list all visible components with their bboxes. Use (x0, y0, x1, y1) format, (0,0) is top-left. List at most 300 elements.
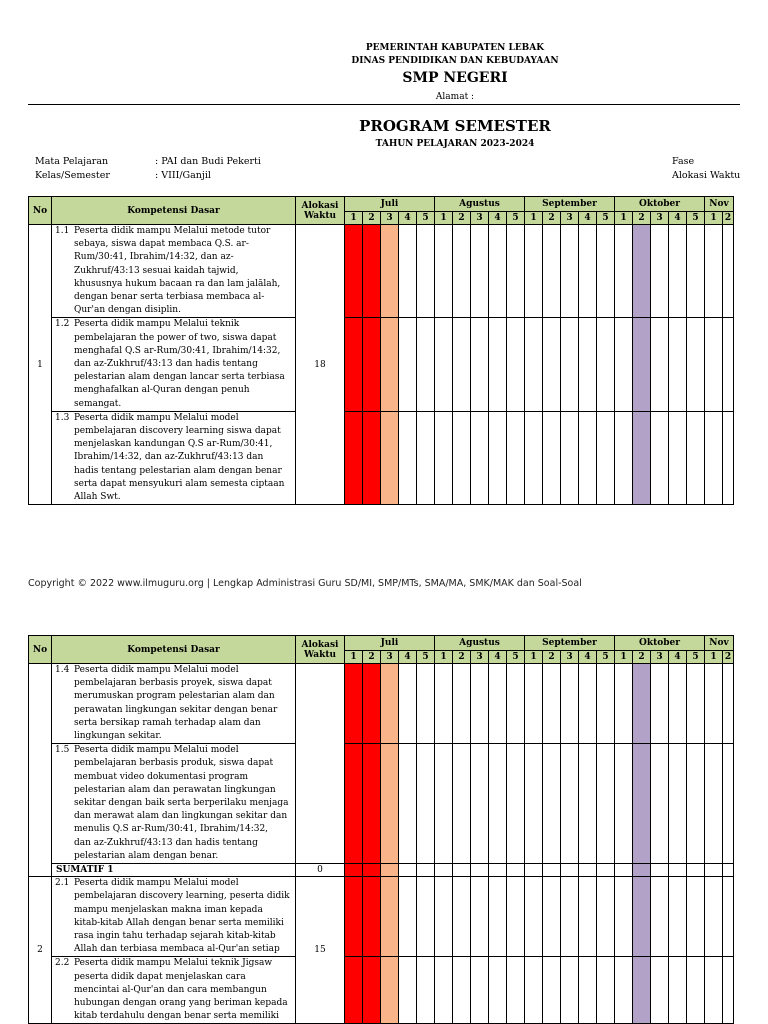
table-row (29, 411, 734, 504)
week-header: 5 (687, 212, 705, 225)
week-cell (453, 744, 471, 864)
week-cell (723, 744, 734, 864)
week-cell (399, 744, 417, 864)
col-kd-header: Kompetensi Dasar (52, 636, 296, 664)
kd-text-line: Peserta didik mampu Melalui model (74, 745, 239, 756)
class-semester-value: : VIII/Ganjil (155, 170, 211, 181)
week-cell (435, 225, 453, 318)
kd-text-line: menghafalkan al-Quran dengan penuh (74, 385, 250, 396)
week-cell (381, 957, 399, 1024)
week-cell (723, 411, 734, 504)
week-cell (615, 318, 633, 411)
week-cell (471, 225, 489, 318)
week-header: 3 (471, 651, 489, 664)
kd-number: 1.5 (55, 745, 70, 756)
week-cell (435, 744, 453, 864)
week-cell (579, 225, 597, 318)
week-header: 4 (579, 651, 597, 664)
kompetensi-dasar-cell (52, 664, 296, 744)
week-cell (597, 957, 615, 1024)
week-cell (345, 957, 363, 1024)
week-cell (507, 411, 525, 504)
kd-text-line: peserta didik dapat menjelaskan cara (74, 971, 246, 982)
week-cell (399, 411, 417, 504)
week-cell (453, 318, 471, 411)
week-cell (651, 744, 669, 864)
week-cell (561, 225, 579, 318)
kd-text (74, 877, 290, 956)
week-cell (669, 864, 687, 877)
week-header: 1 (525, 651, 543, 664)
kompetensi-dasar-cell (52, 318, 296, 411)
week-cell (489, 664, 507, 744)
week-cell (345, 411, 363, 504)
week-cell (453, 411, 471, 504)
week-header: 2 (363, 651, 381, 664)
week-cell (453, 225, 471, 318)
col-kd-header: Kompetensi Dasar (52, 197, 296, 225)
week-cell (507, 318, 525, 411)
week-cell (489, 744, 507, 864)
kd-text-line: menjelaskan kandungan Q.S ar-Rum/30:41, (74, 439, 273, 450)
week-cell (561, 664, 579, 744)
week-cell (687, 744, 705, 864)
week-cell (543, 877, 561, 957)
kompetensi-dasar-cell (52, 411, 296, 504)
week-cell (705, 957, 723, 1024)
kd-text-line: hadis tentang pelestarian alam dengan benar (74, 465, 282, 476)
week-cell (705, 744, 723, 864)
week-cell (471, 864, 489, 877)
week-cell (615, 864, 633, 877)
week-header: 4 (489, 651, 507, 664)
kd-number: 2.2 (55, 958, 70, 969)
col-alokasi-header: Alokasi Waktu (296, 636, 345, 664)
week-cell (417, 225, 435, 318)
kd-text-line: kitab terdahulu dengan benar serta memiliki (74, 1011, 279, 1022)
week-cell (435, 957, 453, 1024)
week-header: 2 (723, 651, 734, 664)
table-row (29, 744, 734, 864)
time-allocation-label: Alokasi Waktu (672, 170, 741, 181)
week-cell (705, 318, 723, 411)
week-cell (489, 318, 507, 411)
week-cell (453, 664, 471, 744)
kd-item (52, 744, 295, 863)
week-header: 5 (597, 212, 615, 225)
week-header: 2 (633, 651, 651, 664)
week-cell (399, 225, 417, 318)
kd-number: 1.3 (55, 412, 70, 423)
week-cell (489, 864, 507, 877)
week-cell (687, 225, 705, 318)
week-cell (435, 864, 453, 877)
kd-text-line: mampu menjelaskan makna iman kepada (74, 904, 263, 915)
week-cell (489, 225, 507, 318)
sumatif-label: SUMATIF 1 (52, 864, 296, 877)
table-row (29, 664, 734, 744)
week-cell (363, 877, 381, 957)
kd-text-line: dengan benar serta terbiasa membaca al- (74, 292, 265, 303)
week-header: 3 (651, 651, 669, 664)
kd-text-line: Peserta didik mampu Melalui model (74, 878, 239, 889)
kd-text-line: merumuskan program pelestarian alam dan (74, 691, 275, 702)
week-cell (543, 864, 561, 877)
kd-item (52, 957, 295, 1023)
month-header: Juli (345, 636, 435, 651)
week-cell (417, 744, 435, 864)
week-cell (507, 744, 525, 864)
week-cell (633, 318, 651, 411)
kd-text-line: serta dapat mensyukuri alam semesta ciptaan (74, 478, 285, 489)
department-name: DINAS PENDIDIKAN DAN KEBUDAYAAN (351, 56, 559, 66)
kompetensi-dasar-cell (52, 957, 296, 1024)
academic-year: TAHUN PELAJARAN 2023-2024 (375, 139, 535, 149)
week-header: 3 (381, 651, 399, 664)
kd-text (74, 225, 280, 317)
week-cell (525, 744, 543, 864)
week-cell (381, 225, 399, 318)
semester-program-table-1 (28, 196, 734, 505)
week-cell (723, 957, 734, 1024)
week-cell (633, 225, 651, 318)
week-cell (435, 877, 453, 957)
kd-text-line: menghafal Q.S ar-Rum/30:41, Ibrahim/14:32, (74, 345, 281, 356)
kompetensi-dasar-cell (52, 877, 296, 957)
week-header: 4 (399, 651, 417, 664)
week-cell (435, 411, 453, 504)
kd-text-line: Zukhruf/43:13 sesuai kaidah tajwid, (74, 265, 239, 276)
week-cell (687, 957, 705, 1024)
week-cell (579, 877, 597, 957)
week-cell (417, 318, 435, 411)
subject-value: : PAI dan Budi Pekerti (155, 156, 261, 167)
week-cell (525, 957, 543, 1024)
kd-text (74, 412, 284, 504)
week-header: 2 (723, 212, 734, 225)
week-header: 3 (651, 212, 669, 225)
week-cell (705, 225, 723, 318)
week-cell (525, 318, 543, 411)
week-cell (651, 877, 669, 957)
week-header: 3 (561, 212, 579, 225)
kd-text-line: hubungan dengan orang yang beriman kepada (74, 998, 288, 1009)
table-row (29, 318, 734, 411)
week-cell (669, 744, 687, 864)
week-cell (363, 744, 381, 864)
kd-text-line: Allah dan terbiasa membaca al-Qur'an setiap (74, 944, 280, 955)
week-cell (615, 664, 633, 744)
kd-text (74, 957, 288, 1023)
week-cell (471, 957, 489, 1024)
kd-item (52, 877, 295, 956)
kd-text-line: Peserta didik mampu Melalui teknik (74, 319, 240, 330)
kd-text-line: perawatan lingkungan sekitar dengan benar (74, 704, 278, 715)
week-cell (453, 877, 471, 957)
week-cell (651, 225, 669, 318)
week-cell (417, 864, 435, 877)
kd-item (52, 225, 295, 317)
week-cell (345, 318, 363, 411)
week-cell (579, 318, 597, 411)
kd-number: 1.4 (55, 665, 70, 675)
week-header: 5 (687, 651, 705, 664)
week-cell (453, 864, 471, 877)
week-header: 3 (561, 651, 579, 664)
week-header: 4 (579, 212, 597, 225)
week-cell (633, 957, 651, 1024)
kd-text-line: mencintai al-Qur'an dan cara membangun (74, 984, 267, 995)
week-cell (345, 864, 363, 877)
week-cell (543, 664, 561, 744)
week-cell (687, 877, 705, 957)
row-alokasi: 18 (296, 225, 345, 505)
week-cell (633, 411, 651, 504)
week-cell (507, 664, 525, 744)
week-cell (345, 877, 363, 957)
week-cell (615, 957, 633, 1024)
week-cell (471, 411, 489, 504)
week-header: 3 (471, 212, 489, 225)
week-cell (561, 864, 579, 877)
week-cell (435, 318, 453, 411)
week-cell (561, 877, 579, 957)
week-cell (687, 318, 705, 411)
week-cell (543, 225, 561, 318)
week-cell (723, 318, 734, 411)
month-header: Agustus (435, 636, 525, 651)
kd-text-line: rasa ingin tahu terhadap sejarah kitab-kitab (74, 931, 276, 942)
week-cell (399, 957, 417, 1024)
week-cell (507, 864, 525, 877)
page-title: PROGRAM SEMESTER (359, 117, 551, 135)
week-cell (651, 864, 669, 877)
kd-text (74, 664, 277, 743)
kd-text-line: Peserta didik mampu Melalui teknik Jigsaw (74, 958, 273, 969)
week-cell (543, 411, 561, 504)
week-cell (669, 664, 687, 744)
class-semester-label: Kelas/Semester (35, 170, 110, 181)
week-header: 3 (381, 212, 399, 225)
week-cell (435, 664, 453, 744)
kd-text-line: membuat video dokumentasi program (74, 771, 248, 782)
week-cell (723, 864, 734, 877)
kd-text-line: Peserta didik mampu Melalui model (74, 665, 239, 675)
kd-text-line: dan az-Zukhruf/43:13 dan hadis tentang (74, 359, 258, 370)
week-cell (345, 664, 363, 744)
week-cell (723, 664, 734, 744)
week-header: 5 (417, 651, 435, 664)
row-number: 1 (29, 225, 52, 505)
week-cell (651, 664, 669, 744)
kd-text-line: Allah Swt. (74, 492, 121, 503)
kd-text-line: menulis Q.S ar-Rum/30:41, Ibrahim/14:32, (74, 824, 269, 835)
kd-text-line: pembelajaran berbasis proyek, siswa dapat (74, 678, 272, 689)
week-cell (669, 957, 687, 1024)
kd-text-line: Ibrahim/14:32, dan az-Zukhruf/43:13 dan (74, 452, 264, 463)
week-cell (489, 877, 507, 957)
week-cell (417, 411, 435, 504)
week-cell (507, 225, 525, 318)
week-cell (597, 744, 615, 864)
week-cell (597, 225, 615, 318)
kd-text-line: pembelajaran discovery learning, peserta didik (74, 891, 290, 902)
phase-label: Fase (672, 156, 695, 167)
week-cell (615, 225, 633, 318)
week-header: 1 (615, 212, 633, 225)
week-cell (561, 744, 579, 864)
week-header: 1 (705, 651, 723, 664)
week-cell (363, 411, 381, 504)
kd-text-line: pembelajaran the power of two, siswa dapat (74, 332, 277, 343)
week-cell (561, 318, 579, 411)
kd-text-line: pelestarian alam dengan lancar serta terbiasa (74, 372, 285, 383)
week-cell (723, 877, 734, 957)
kd-text-line: pelestarian alam dan perawatan lingkungan (74, 784, 276, 795)
week-cell (399, 664, 417, 744)
week-cell (381, 664, 399, 744)
kd-text-line: pelestarian alam dengan benar. (74, 850, 219, 861)
month-header: Juli (345, 197, 435, 212)
semester-program-table-2 (28, 635, 734, 1024)
school-name: SMP NEGERI (402, 70, 508, 86)
kd-text-line: serta bersikap ramah terhadap alam dan (74, 717, 261, 728)
month-header: September (525, 197, 615, 212)
week-header: 2 (543, 651, 561, 664)
week-cell (723, 225, 734, 318)
week-cell (381, 864, 399, 877)
government-name: PEMERINTAH KABUPATEN LEBAK (365, 43, 545, 53)
table-row (29, 957, 734, 1024)
kd-text-line: Peserta didik mampu Melalui model (74, 412, 239, 423)
kd-item (52, 318, 295, 410)
week-cell (651, 957, 669, 1024)
week-cell (687, 411, 705, 504)
header-divider (28, 104, 740, 105)
week-cell (471, 877, 489, 957)
kd-text-line: semangat. (74, 398, 122, 409)
week-cell (381, 411, 399, 504)
month-header: September (525, 636, 615, 651)
week-cell (705, 864, 723, 877)
kd-text-line: khususnya hukum bacaan ra dan lam jalālah, (74, 278, 281, 289)
week-header: 4 (669, 651, 687, 664)
week-cell (597, 318, 615, 411)
week-cell (651, 318, 669, 411)
week-cell (543, 744, 561, 864)
week-cell (399, 864, 417, 877)
week-cell (597, 877, 615, 957)
week-cell (543, 957, 561, 1024)
week-cell (669, 318, 687, 411)
week-cell (561, 957, 579, 1024)
week-cell (687, 664, 705, 744)
row-alokasi: 15 (296, 877, 345, 1024)
week-cell (597, 664, 615, 744)
week-cell (525, 664, 543, 744)
month-header: Agustus (435, 197, 525, 212)
week-cell (579, 864, 597, 877)
week-cell (417, 877, 435, 957)
table-row (29, 225, 734, 318)
week-header: 2 (543, 212, 561, 225)
week-header: 1 (615, 651, 633, 664)
week-cell (345, 744, 363, 864)
week-cell (579, 744, 597, 864)
week-cell (489, 411, 507, 504)
week-cell (579, 957, 597, 1024)
week-cell (597, 411, 615, 504)
week-cell (633, 744, 651, 864)
sumatif-row (29, 864, 734, 877)
col-alokasi-header: Alokasi Waktu (296, 197, 345, 225)
week-cell (471, 744, 489, 864)
kd-item (52, 412, 295, 504)
row-number (29, 664, 52, 877)
kd-text-line: Qur'an dengan disiplin. (74, 305, 181, 316)
week-cell (669, 411, 687, 504)
week-cell (579, 411, 597, 504)
copyright-footer: Copyright © 2022 www.ilmuguru.org | Lengkap Administrasi Guru SD/MI, SMP/MTs, SMA/MA, SMK/MAK dan Soal-Soal (28, 578, 582, 589)
week-header: 1 (345, 651, 363, 664)
week-cell (705, 664, 723, 744)
week-cell (399, 318, 417, 411)
kd-text (74, 318, 285, 410)
week-cell (525, 411, 543, 504)
week-header: 1 (435, 651, 453, 664)
kd-text-line: pembelajaran discovery learning siswa dapat (74, 426, 281, 437)
week-cell (615, 877, 633, 957)
week-cell (363, 318, 381, 411)
kd-text (74, 744, 288, 863)
kd-text-line: dan az-Zukhruf/43:13 dan hadis tentang (74, 837, 258, 848)
week-header: 2 (633, 212, 651, 225)
week-cell (345, 225, 363, 318)
week-cell (363, 664, 381, 744)
subject-label: Mata Pelajaran (35, 156, 109, 167)
week-cell (705, 411, 723, 504)
week-cell (561, 411, 579, 504)
week-cell (525, 864, 543, 877)
week-cell (417, 664, 435, 744)
col-no-header: No (29, 197, 52, 225)
kompetensi-dasar-cell (52, 744, 296, 864)
week-cell (471, 318, 489, 411)
week-cell (381, 744, 399, 864)
week-header: 5 (417, 212, 435, 225)
sumatif-alokasi: 0 (296, 864, 345, 877)
kd-text-line: sebaya, siswa dapat membaca Q.S. ar- (74, 239, 249, 250)
kd-number: 2.1 (55, 878, 70, 889)
week-cell (597, 864, 615, 877)
kd-text-line: lingkungan sekitar. (74, 731, 162, 742)
row-alokasi (296, 664, 345, 864)
week-cell (669, 877, 687, 957)
week-cell (687, 864, 705, 877)
week-header: 1 (435, 212, 453, 225)
week-cell (381, 318, 399, 411)
month-header: Oktober (615, 636, 705, 651)
col-no-header: No (29, 636, 52, 664)
week-cell (381, 877, 399, 957)
week-header: 1 (525, 212, 543, 225)
week-header: 2 (453, 651, 471, 664)
month-header: Nov (705, 197, 734, 212)
week-cell (615, 411, 633, 504)
week-header: 5 (507, 212, 525, 225)
week-cell (471, 664, 489, 744)
kd-text-line: Rum/30:41, Ibrahim/14:32, dan az- (74, 252, 234, 263)
